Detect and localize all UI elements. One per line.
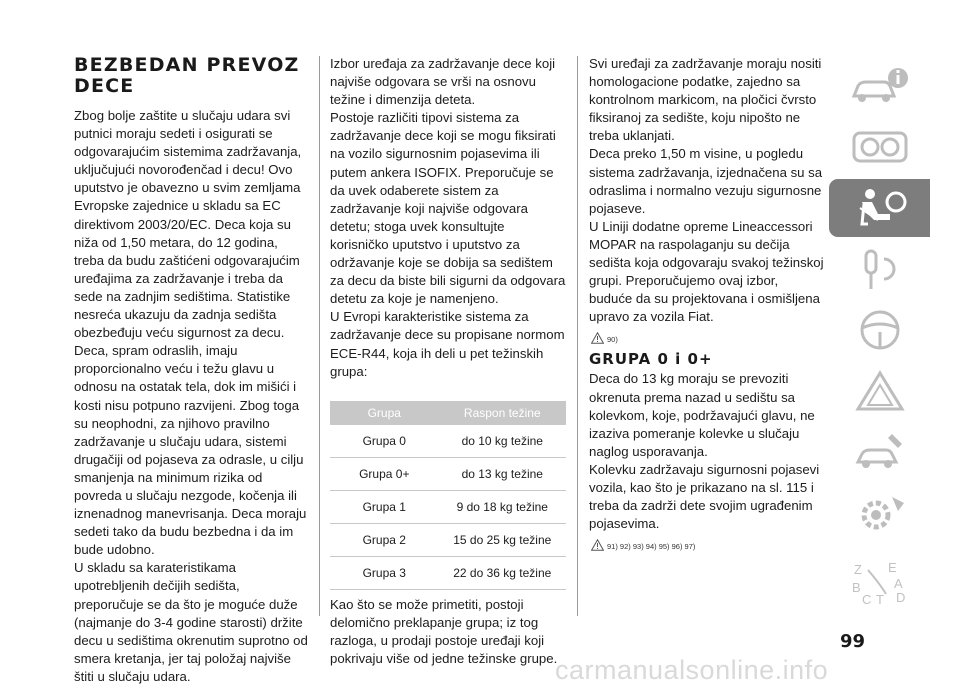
table-cell: Grupa 0 [330, 425, 439, 458]
table-cell: 9 do 18 kg težine [439, 490, 566, 523]
column-divider [319, 56, 320, 616]
table-header: Grupa [330, 401, 439, 425]
index-letter: Z [853, 562, 862, 577]
table-row [330, 425, 566, 458]
table-cell: Grupa 2 [330, 523, 439, 556]
table-row [330, 490, 566, 523]
tab-index[interactable] [829, 552, 930, 612]
index-letter: A [893, 576, 903, 591]
table-cell: 22 do 36 kg težine [439, 556, 566, 589]
tab-dashboard[interactable] [829, 118, 930, 176]
column-divider [577, 56, 578, 616]
car-info-icon [848, 62, 912, 110]
tab-technical-data[interactable] [829, 484, 930, 542]
tab-safety[interactable] [829, 179, 930, 237]
warning-icon [591, 332, 604, 344]
body-paragraph: Kolevku zadržavaju sigurnosni pojasevi vozila, kao što je prikazano na sl. 115 i treba da zadrži dete svojim ugrađenim pojasevima. [589, 461, 820, 532]
tab-driving[interactable] [829, 301, 930, 359]
body-paragraph: Izbor uređaja za zadržavanje dece koji najviše odgovara se vrši na osnovu težine i dimenzija deteta. [330, 56, 556, 108]
dashboard-icon [848, 123, 912, 171]
body-paragraph: Deca preko 1,50 m visine, u pogledu sistema zadržavanja, izjednačena su sa odraslima i normalno vezuju sigurnosne pojaseve. [589, 146, 823, 216]
table-row [330, 556, 566, 589]
alphabet-index-icon [848, 558, 912, 606]
body-paragraph: Postoje različiti tipovi sistema za zadržavanje dece koji se mogu fiksirati na vozilo sigurnosnim pojasevima ili putem ankera ISOFIX. Preporučuje se da uvek odaberete sistem za zadržavanje koji najviše odgovara detetu; stoga uvek konsultujte korisničko uputstvo i uputstvo za održavanje koje se dobija sa sedištem za decu da biste bili sigurni da odgovara detetu za koje je namenjeno. [330, 110, 566, 307]
section-heading: BEZBEDAN PREVOZ DECE [74, 54, 300, 97]
index-letter: T [875, 592, 884, 606]
body-paragraph: U Liniji dodatne opreme Lineaccessori MOPAR na raspolaganju su dečija sedišta koja odgovaraju svakoj težinskoj grupi. Preporučujemo ovaj izbor, buduće da su projektovana i osmišljena upravo za vozila Fiat. [589, 218, 824, 325]
warning-reference [591, 328, 825, 344]
table-cell: Grupa 1 [330, 490, 439, 523]
table-cell: Grupa 3 [330, 556, 439, 589]
section-heading: GRUPA 0 i 0+ [589, 350, 713, 369]
warning-triangle-icon [848, 367, 912, 415]
table-cell: do 10 kg težine [439, 425, 566, 458]
tab-car-info[interactable] [829, 57, 930, 115]
table-row [330, 457, 566, 490]
key-icon [848, 245, 912, 293]
steering-wheel-icon [848, 306, 912, 354]
body-paragraph: U skladu sa karateristikama upotrebljenih dečijih sedišta, preporučuje se da što je moguće duže (najmanje do 3-4 godine starosti) držite decu u sedištima okrenutim suprotno od smera kretanja, jer taj položaj najviše štiti u slučaju udara. [74, 560, 308, 684]
tab-starting[interactable] [829, 240, 930, 298]
warning-reference [591, 535, 825, 551]
body-paragraph: Deca do 13 kg moraju se prevoziti okrenuta prema nazad u sedištu sa kolevkom, koje, podržavajući glavu, ne izaziva pomeranje kolevke u slučaju naglog usporavanja. [589, 371, 815, 459]
column-1 [74, 55, 310, 686]
body-paragraph: Svi uređaji za zadržavanje moraju nositi homologacione podatke, zajedno sa kontrolnom markicom, na pločici čvrsto fiksiranoj za sedište, koju nipošto ne treba uklanjati. [589, 56, 822, 144]
index-letter: B [851, 580, 861, 595]
column-3 [589, 55, 825, 555]
wrench-car-icon [848, 428, 912, 476]
warning-refs: 90) [607, 335, 618, 345]
index-letter: C [861, 592, 871, 606]
body-paragraph: Kao što se može primetiti, postoji delomično preklapanje grupa; iz tog razloga, u prodaji postoje uređaji koji pokrivaju više od jedne težinske grupe. [330, 596, 558, 666]
body-paragraph: Zbog bolje zaštite u slučaju udara svi putnici moraju sedeti i osigurati se odgovarajućim sistemima zadržavanja, uključujući novorođenčad i decu! Ovo uputstvo je obavezno u svim zemljama Evropske zajednice u skladu sa EC direktivom 2003/20/EC. Deca koja su niža od 1,50 metara, do 12 godina, treba da budu zaštićeni odgovarajućim uređajima za zadržavanje i treba da sede na zadnjim sedištima. Statistike nesreća ukazuju da zadnja sedišta obezbeđuju veću sigurnost za decu. Deca, spram odraslih, imaju proporcionalno veću i težu glavu u odnosu na ostatak tela, dok im mišići i kosti nisu potpuno razvijeni. Zbog toga su neophodni, za njihovo pravilno zadržavanje u slučaju udara, sistemi drugačiji od pojaseva za odrasle, u cilju smanjenja na minimum rizika od povreda u slučaju nezgode, kočenja ili iznenadnog manevrisanja. Deca moraju sedeti tako da budu bezbedna i da im bude udobno. [74, 108, 307, 558]
weight-group-table [330, 401, 566, 590]
column-2 [330, 55, 566, 668]
tab-emergency[interactable] [829, 362, 930, 420]
body-paragraph: U Evropi karakteristike sistema za zadržavanje dece su propisane normom ECE-R44, koja ih deli u pet težinskih grupa: [330, 309, 565, 379]
index-letter: D [895, 590, 905, 605]
table-cell: 15 do 25 kg težine [439, 523, 566, 556]
warning-refs: 91) 92) 93) 94) 95) 96) 97) [607, 542, 696, 552]
gear-specs-icon [848, 489, 912, 537]
table-header: Raspon težine [439, 401, 566, 425]
table-cell: Grupa 0+ [330, 457, 439, 490]
warning-icon [591, 539, 604, 551]
tab-maintenance[interactable] [829, 423, 930, 481]
index-letter: E [887, 560, 897, 575]
safety-airbag-icon [848, 184, 912, 232]
watermark: carmanualsonline.info [555, 655, 829, 685]
table-row [330, 523, 566, 556]
table-cell: do 13 kg težine [439, 457, 566, 490]
page-number: 99 [840, 631, 866, 652]
